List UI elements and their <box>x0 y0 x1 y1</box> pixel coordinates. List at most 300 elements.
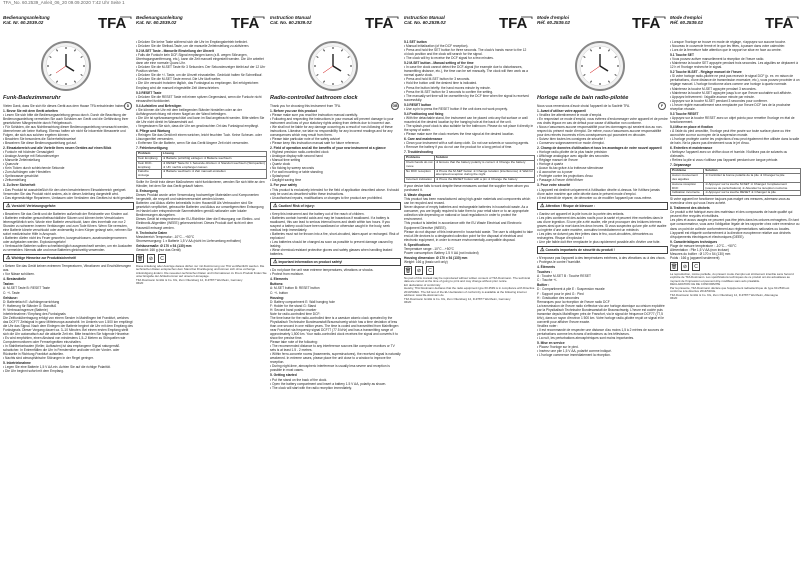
column-header <box>670 14 801 38</box>
text-line: • Keep this instrument and the battery out of the reach of children. <box>270 211 365 216</box>
table-cell: Clock hands do not move <box>406 160 433 168</box>
text-line: • Reinigen Sie das Gerät mit einem weichen, leicht feuchten Tuch. Keine Scheuer- oder Lösungsmittel verwenden. <box>136 133 262 142</box>
table-cell: Problème <box>671 169 704 174</box>
manual-label: Bedienungsanleitung <box>3 15 50 20</box>
battery-disposal-icon: ⊘ <box>416 267 422 274</box>
text-line: TFA Dostmann GmbH & Co. KG, Zum Ottersberg 12, D-97877 Wertheim, Allemagne <box>670 292 779 297</box>
svg-text:TFA: TFA <box>365 15 394 30</box>
text-line: TFA Dostmann GmbH & Co. KG, Zum Ottersberg 12, D-97877 Wertheim, Germany <box>404 296 511 301</box>
text-line: • Press the button briefly: the hand moves minute by minute. <box>404 85 491 90</box>
manual-body <box>537 104 668 200</box>
manual-body-rest <box>670 197 801 260</box>
tfa-logo-icon <box>632 14 666 30</box>
text-line: 4. Éléments <box>537 265 556 270</box>
text-line: • Do not place the unit near extreme temperatures, vibrations or shocks. <box>270 268 374 273</box>
text-line: 2. Field of operation and all the benefits of your new instrument at a glance <box>270 146 386 151</box>
text-line: 4. Bestandteile <box>3 277 26 282</box>
text-line: 9. Specifications <box>404 242 430 247</box>
text-line: • Press the M-SET button for 3 seconds to confirm the setting. <box>404 89 494 94</box>
text-line: Inbetriebnahme / Empfang des Funksignals <box>3 311 66 316</box>
text-line: D: Batteriefach E: Aufhängevorrichtung <box>3 299 60 304</box>
table-cell: Kein Empfang <box>137 157 162 162</box>
text-line: • Funkuhr mit höchster Genauigkeit <box>3 150 54 155</box>
text-line: • Spritzwasser geschützt <box>3 174 39 179</box>
table-cell: ➜ Press the M-SET button ➜ Change location (interference) ➜ Wait for attempted reception during the night <box>435 168 533 177</box>
text-line: L'appareil est étiqueté conformément à la directive européenne relative aux déchets d'équipements électriques et électroniques (DEEE). <box>670 230 791 239</box>
manual-label: Instruction Manual <box>404 15 445 20</box>
text-line: • Following and respecting the instructions in your manual will prevent damage to your instrument and loss of your statutory rights arising from defects due to incorrect use. <box>270 116 394 125</box>
text-line: • Kein Ticken durch schleichende Sekunde <box>3 166 65 171</box>
text-line: • Vous pouvez activer manuellement la réception de l'heure radio. <box>670 57 765 62</box>
text-line: • Il est interdit de réparer, de démonter ou de modifier l'appareil par vous-même. <box>537 195 653 200</box>
text-line: • Maintenez la touche SET appuyée pendant trois secondes. Les aiguilles se déplacent à 12 h et l'horloge recherche le signal. <box>670 61 798 70</box>
text-line: Stromversorgung: 1 x Batterie 1,5 V AA (nicht im Lieferumfang enthalten) <box>136 238 241 243</box>
language-flag: D <box>124 102 132 110</box>
manual-column <box>670 14 801 582</box>
table-cell: ➜ Batterie wechseln ➜ Zeit manuell einstellen <box>161 170 266 179</box>
text-line: Batterien und Akkus dürfen keinesfalls in den Hausmüll! Als Verbraucher sind Sie gesetzlich verpflichtet, gebrauchte Batterien und Akkus zur umweltgerechten Entsorgung im Handel oder entsprechende Sammelstellen gemäß nationaler oder lokaler Bestimmungen abzugeben. <box>136 201 264 218</box>
text-line: • Manual time setting <box>270 158 301 163</box>
text-line: • Aucun tic-tac grâce à la trotteuse silencieuse <box>537 166 604 171</box>
text-line: Veuillez noter : <box>537 323 559 328</box>
text-line: Si votre appareil ne fonctionne toujours pas malgré ces mesures, adressez-vous au revendeur chez qui vous l'avez acheté. <box>670 197 791 206</box>
table-row <box>405 178 535 183</box>
text-line: • Die Uhr ist spritzwassergeschützt und kann im Bad angebracht werden. Bitte stellen Sie die Uhr nicht direkt im Wasserstrahl auf. <box>136 115 265 124</box>
manual-column <box>3 14 134 582</box>
important-title: Conseils importants de sécurité du produit ! <box>545 248 615 253</box>
text-line: 5.2 Touche M-SET - Réglage manuel de l'heure <box>670 70 742 75</box>
article-number: Kat. Nr. 60.2539.02 <box>136 20 177 26</box>
svg-text:TFA: TFA <box>98 15 127 30</box>
text-line: 1. Before you use this product <box>270 108 317 113</box>
text-line: D: Battery compartment E: Wall hanging hole <box>270 299 335 304</box>
text-line: 9. Caractéristiques techniques <box>670 239 718 244</box>
table-cell: Incorrect indication <box>405 178 435 183</box>
warning-icon: ⚠ <box>540 247 545 254</box>
text-line: • Press and hold the SET button for three seconds. The clock's hands move to the 12 o'clock position and the clock will search for the signal. <box>404 48 527 57</box>
manual-body <box>670 40 801 167</box>
column-header <box>3 14 134 38</box>
important-title: Wichtige Hinweise zur Produktsicherheit! <box>11 256 77 261</box>
text-line: C : Touche +/- <box>537 278 558 283</box>
text-line: • For wall mounting or table standing <box>270 170 323 175</box>
table-cell: Kein DCF-Empfang <box>137 161 162 170</box>
text-line: • Horloge à quartz <box>537 162 564 167</box>
text-line: F : Support pour le pied G : Pied <box>537 291 584 296</box>
text-line: 8. Entsorgung <box>136 189 158 194</box>
text-line: • Nachts sind atmosphärische Störungen in der Regel geringer. <box>3 356 94 361</box>
table-cell: Solution <box>704 169 801 174</box>
text-line: • Splashproof <box>270 174 290 179</box>
important-box <box>537 246 668 254</box>
table-row <box>671 191 801 196</box>
text-line: Housing: <box>270 295 285 300</box>
text-line: TFA Dostmann GmbH & Co. KG, Zum Ottersberg 12, D-97877 Wertheim, Germany <box>136 277 243 282</box>
text-line: Messbereich Temperatur: -10°C…+50°C <box>136 234 195 239</box>
text-line: DÉCLARATION UE DE CONFORMITÉ <box>670 282 721 287</box>
text-line: A: M-SET Taste B: RESET Taste <box>3 286 50 291</box>
text-line: • Nous n'assumons aucune responsabilité pour les dommages qui seraient dus au non-respect du présent mode d'emploi. De même, nous n'assumons aucune responsabilité pour des relevés incorrects et les conséquences qui pourraient en découler. <box>537 124 663 137</box>
table-cell: Problem <box>137 152 162 157</box>
warning-text <box>270 212 401 257</box>
warning-title: Attention ! Risque de blessure : <box>545 203 596 208</box>
battery-disposal-icon: ⊘ <box>148 255 154 262</box>
text-line: • During night-time, atmospheric interference is usually less severe and reception is possible in most cases. <box>270 364 390 373</box>
manual-body-rest <box>270 268 401 389</box>
warning-icon: ⚠ <box>6 202 11 209</box>
table-cell: ➜ Batterie polrichtig einlegen ➜ Batterie wechseln <box>161 157 266 162</box>
text-line: 5.4 Aufstellen und Befestigen <box>136 103 182 108</box>
tfa-logo-icon <box>765 14 799 30</box>
table-cell: Aucune réception DCF <box>671 182 704 191</box>
ce-mark-icon: C <box>158 254 166 263</box>
text-line: • Appuyez brièvement : l'aiguille avance minute par minute. <box>670 94 755 99</box>
table-cell: Lösung <box>161 152 266 157</box>
text-line: 5. Getting started <box>270 373 297 378</box>
weee-bin-icon: 🗑 <box>137 255 144 262</box>
text-line: 9. Technische Daten <box>136 230 168 235</box>
svg-text:TFA: TFA <box>499 15 528 30</box>
column-header <box>537 14 668 38</box>
text-line: La reproduction, même partielle, du présent mode d'emploi est strictement interdite sans l'accord explicite de TFA Dostmann. Les spécifications techniques de ce produit ont été actualisées au moment de l'impression et peuvent être modifiées sans avis préalable. <box>670 271 794 283</box>
text-line: • L'heure réglée manuellement sera remplacée par l'heure DCF lors de la prochaine réception réussie. <box>670 102 791 111</box>
text-line: Dieses Produkt wurde unter Verwendung hochwertiger Materialien und Komponenten hergestellt, die recycelt und wiederverwendet werden können. <box>136 193 259 202</box>
text-line: • Protégée contre les projections d'eau <box>537 174 593 179</box>
text-line: • Maintenez la touche M-SET appuyée pendant 3 secondes. <box>670 86 757 91</box>
column-header <box>404 14 535 38</box>
text-line: 7. Fehlerbeseitigung <box>136 146 168 151</box>
text-line: • Open the battery compartment and insert a battery 1.5 V AA, polarity as shown. <box>270 381 387 386</box>
text-line: 5.2 M-SET button - Manual setting of the time <box>404 61 474 66</box>
table-cell: ➜ Ensure that the battery polarity is correct ➜ Change the battery <box>434 161 534 170</box>
text-line: 5.4 Positioning and fixing <box>404 111 444 116</box>
text-line: • Réglage manuel de l'heure <box>537 158 578 163</box>
table-cell: ➜ RESET Taste für 1 Sekunde drücken ➜ Standort wechseln (Störquellen) ➜ Uhr nachts empfangen lassen <box>162 160 265 169</box>
manual-column <box>136 14 267 582</box>
warning-icon: ⚠ <box>6 255 11 262</box>
text-line: Die Zeitfunkübertragung erfolgt von einem Sender in Mainflingen bei Frankfurt, welches das DCF77 Zeitsignal in ganz Mitteleuropa ausstrahlt. Im Umkreis von 1.500 km empfängt die Uhr das Signal. Nach dem Einlegen der Batterie beginnt die Uhr mit dem Empfang des Funksignals. Dieser Vorgang dauert ca. 3–10 Minuten. Bei einem ersten Empfang stellt sich die Uhr automatisch auf die aktuelle Zeit ein. Bitte beachten Sie folgende Hinweise: <box>3 315 133 336</box>
text-line: • Put the stand on the back of the clock. <box>270 377 328 382</box>
table-row <box>671 174 801 183</box>
battery-disposal-icon: ⊘ <box>682 263 688 270</box>
text-line: 3. Pour votre sécurité <box>537 183 571 188</box>
text-line: • The clock will start with the radio reception immediately. <box>270 385 352 390</box>
print-header: TFA_No. 60.2539_Anleit_06_20 09.09.2020 7:42 Uhr Seite 1 <box>3 0 125 5</box>
text-line: • No ticking by sweep seconds <box>270 166 314 171</box>
text-line: • Quartz clock <box>270 162 291 167</box>
text-line: Ce produit a été fabriqué avec des matériaux et des composants de haute qualité qui peuvent être recyclés et réutilisés. <box>670 210 793 219</box>
table-row <box>137 170 267 179</box>
text-line: • En respectant ce mode d'emploi, vous éviterez d'endommager votre appareil et de perdre vos droits légaux en cas de défaut pour cause d'utilisation non conforme. <box>537 116 668 125</box>
text-line: 6. Entretien et maintenance <box>670 146 713 151</box>
text-line: This product is labelled in accordance with the EU Waste Electrical and Electronic Equipment Directive (WEEE). <box>404 221 522 230</box>
article-number: Réf. 60.2539.02 <box>670 20 703 26</box>
article-number: Cat. No. 60.2539.02 <box>404 20 446 26</box>
text-line: • Drücken Sie keine Taste während sich die Uhr im Empfangsbetrieb befindet. <box>136 40 248 44</box>
text-line: • Das eigenmächtige Reparieren, Umbauen oder Verändern des Gerätes ist nicht gestattet. <box>3 195 134 200</box>
text-line: • Une pile faible doit être remplacée le plus rapidement possible afin d'éviter une fuite. <box>537 240 661 245</box>
text-line: • Für Schäden, die aus Nichtbeachtung dieser Bedienungsanleitung verursacht werden, übernehmen wir keine Haftung. Ebenso haften wir nicht für inkorrekte Messwerte und Folgen, die sich aus solchen ergeben können. <box>3 124 129 137</box>
text-line: • Manual initialization (of the DCF reception). <box>404 44 469 49</box>
warning-title: Vorsicht! Verletzungsgefahr: <box>11 203 57 208</box>
text-line: • The clock will try to receive the DCF signal for a few minutes. <box>404 56 494 61</box>
text-line: • La nuit, les perturbations atmosphériques sont moins importantes. <box>537 336 635 341</box>
text-line: • Affichage analogique avec aiguille des secondes <box>537 154 609 159</box>
warning-icon: ⚠ <box>273 202 278 209</box>
text-line: 2. Champ de données d'utilisation et tous les avantages de votre nouvel appareil <box>537 146 662 151</box>
ce-mark-icon: C <box>692 262 700 271</box>
text-line: Gehäuse: <box>3 295 18 300</box>
article-number: Cat. No. 60.2539.02 <box>270 20 312 26</box>
text-line: • Gardez cet appareil et la pile hors de la portée des enfants. <box>537 211 625 216</box>
text-line: • Press and hold M-SET button for 3 seconds. <box>404 77 470 82</box>
text-line: • Wear chemical-resistant protective gloves and safety glasses when handling leaked batteries. <box>270 248 393 257</box>
text-line: Power consumption: Battery 1.5 V AA (not included) <box>404 250 479 255</box>
text-line: Thank you for choosing this instrument from TFA. <box>270 103 341 108</box>
manual-body-rest <box>404 184 535 264</box>
text-line: • The manually set time will be overwritten by the DCF time when the signal is received successfully. <box>404 93 529 102</box>
text-line: • This product is exclusively intended for the field of application described above. It should only be used as described within these instructions. <box>270 187 399 196</box>
important-box <box>270 258 401 266</box>
text-line: • Daylight saving time <box>270 178 302 183</box>
text-line: • Setzen Sie das Gerät keinen extremen Temperaturen, Vibrationen und Erschütterungen aus. <box>3 264 132 273</box>
text-line: La transmission de l'heure radio s'effectue via une horloge atomique au césium exploitée par la Physikalisch Technische Bundesanstalt de Braunschweig. L'heure est codée puis transmise depuis Mainflingen près de Francfort, via le signal de fréquence DCF77 (77,5 kHz), dans un rayon d'environ 1 500 km. Votre horloge radio-pilotée reçoit ce signal et le convertit pour afficher l'heure exacte. <box>537 303 665 324</box>
article-number: Kat. Nr. 60.2539.02 <box>3 20 44 26</box>
text-line: 5.3 RESET button <box>404 102 432 107</box>
text-line: • Hold the button until the desired time is indicated. <box>404 81 478 86</box>
footer-legal <box>136 265 267 286</box>
table-cell: Solution <box>434 156 534 161</box>
product-clock-image <box>537 38 668 94</box>
manual-body-rest <box>3 264 134 373</box>
manual-body <box>136 40 267 150</box>
text-line: Gewicht: 166 g (nur das Gerät) <box>136 247 181 252</box>
text-line: • Falls die Funkuhr kein DCF-Signal empfangen kann (z.B. wegen Störungen, Übertragungsentfernung, etc.), kann die Zeit manuell eingestellt werden. Die Uhr arbeitet dann wie eine normale Quarz-Uhr. <box>136 53 264 66</box>
text-line: 5.1 SET button <box>404 40 427 44</box>
manual-body-rest <box>537 256 668 357</box>
column-header <box>136 14 267 38</box>
text-line: • L'appareil est destiné uniquement à l'utilisation décrite ci-dessus. Ne l'utilisez jamais d'une autre manière que celle décrite dans le présent mode d'emploi. <box>537 187 660 196</box>
text-line: • L'horloge commence immédiatement la réception. <box>537 353 611 358</box>
troubleshooting-table <box>136 151 267 179</box>
text-line: A: M-SET button B: RESET button <box>270 286 320 291</box>
disposal-icons <box>670 262 801 271</box>
disposal-icons <box>404 266 535 275</box>
manual-label: Bedienungsanleitung <box>136 15 183 20</box>
text-line: Tasten: <box>3 282 15 287</box>
text-line: 6. Care and maintenance <box>404 137 443 142</box>
text-line: F: Holder for the stand G: Stand <box>270 303 317 308</box>
text-line: • Protégez-le contre l'humidité. <box>537 260 582 265</box>
text-line: 8. Traitement des déchets <box>670 206 710 211</box>
table-row <box>405 161 535 170</box>
text-line: • The recommended distance to any interference sources like computer monitors or TV sets is at least 1.5 - 2 metres. <box>270 344 395 353</box>
manual-column <box>270 14 401 582</box>
text-line: This product has been manufactured using high-grade materials and components which can be recycled and reused. <box>404 197 531 206</box>
text-line: • Unauthorised repairs, modifications or changes to the product are prohibited. <box>270 195 383 200</box>
weee-bin-icon: 🗑 <box>405 267 412 274</box>
disposal-icons <box>136 254 267 263</box>
text-line: Alimentation : Pile 1,5 V AA (non incluse) <box>670 247 729 252</box>
text-line: • We shall not be liable for any damage occurring as a result of non-following of these instructions. Likewise, we take no responsibility for any incorrect readings and for any consequences which may result from them. <box>270 124 393 137</box>
text-line: • Horloge radio-pilotée de la plus haute précision <box>537 150 607 155</box>
text-line: • Zum Aufhängen oder Hinstellen <box>3 170 51 175</box>
text-line: No part of this manual may be reproduced without written consent of TFA Dostmann. The technical data are correct at the time of going to print and may change without prior notice. <box>404 275 531 284</box>
text-line: • Appuyez sur la touche RESET avec un objet pointu pour remettre l'horloge en état de fonctionnement. <box>670 115 795 124</box>
text-line: • The splash-proof clock is also suitable for the bathroom. Please do not place it directly in the spray of water. <box>404 123 534 132</box>
text-line: • Analogue display with second hand <box>270 154 323 159</box>
manual-body <box>404 40 535 154</box>
text-line: • Batteries must not be thrown into a fire, short-circuited, taken apart or recharged. Risk of explosion! <box>270 231 400 240</box>
text-line: • Quarzuhr <box>3 162 19 167</box>
text-line: Please do not dispose of this instrument in household waste. The user is obligated to take end-of-life devices to a designated collection point for the disposal of electrical and electronic equipment, in order to ensure environmentally-compatible disposal. <box>404 229 533 242</box>
table-cell: No DCF reception <box>405 169 435 178</box>
text-line: 7. Dépannage <box>670 163 692 168</box>
article-number: Réf. 60.2539.02 <box>537 20 570 26</box>
footer-legal <box>404 277 535 305</box>
ce-mark-icon: C <box>426 266 434 275</box>
text-line: • Vor Nässe schützen. <box>3 272 35 277</box>
text-line: • Batteries contain harmful acids and may be hazardous if swallowed. If a battery is swallowed, this can lead to serious internal burns and death within two hours. If you suspect a battery could have been swallowed or otherwise caught in the body, seek medical help immediately. <box>270 215 390 232</box>
weee-bin-icon: 🗑 <box>671 263 678 270</box>
table-cell: ➜ Press the RESET button with a pin ➜ Change the battery <box>434 178 534 183</box>
text-line: C: +/- button <box>270 290 288 295</box>
text-line: 3. Zu Ihrer Sicherheit <box>3 183 36 188</box>
text-line: • Drücken Sie die M-SET Taste erneut. Die Uhr läuft weiter. <box>136 77 221 82</box>
text-line: A : Touche M-SET B : Touche RESET <box>537 274 592 279</box>
product-title: Horloge salle de bain radio-pilotée <box>537 95 629 101</box>
text-line: • Entfernen Sie die Batterie, wenn Sie das Gerät längere Zeit nicht verwenden. <box>136 141 249 146</box>
text-line: 6. Pflege und Wartung <box>136 128 171 133</box>
svg-text:TFA: TFA <box>765 15 794 30</box>
text-line: 5.1 Touche SET <box>670 53 694 58</box>
text-line: Les piles et accus usagés ne peuvent pas être jetés dans les ordures ménagères. En tant que consommateur, vous avez l'obligation légale de les rapporter chez votre revendeur ou dans un point de collecte conformément aux réglementations nationales ou locales. <box>670 218 800 231</box>
text-line: • Sie können die Uhr mit dem beiliegenden Ständer hinstellen oder an der Aufhängevorrichtung mit einem Nagel an der Wand befestigen. <box>136 107 242 116</box>
text-line: • In Stahlbetonbauten (Keller, Aufbauten) ist das empfangene Signal naturgemäß schwächer. In Extremfällen die Uhr in Fensternähe und/oder mit der Vorder- oder Rückseite in Richtung Frankfurt aufstellen. <box>3 344 120 357</box>
text-line: Gehäusemaße: Ø 170 x 54 (130) mm <box>136 243 192 248</box>
text-line: • Bewahren Sie das Gerät und die Batterien außerhalb der Reichweite von Kindern auf. <box>3 211 129 216</box>
text-line: 1. Avant d'utiliser votre appareil <box>537 108 586 113</box>
product-title: Radio-controlled bathroom clock <box>270 95 358 101</box>
text-line: • Les piles ne doivent pas être jetées dans le feu, court-circuitées, démontées ou rechargées. Risque d'explosion ! <box>537 231 654 240</box>
text-line: Boîtier : <box>537 283 550 288</box>
text-line: H : Graduation des secondes <box>537 295 580 300</box>
text-line: F: Halterung für Ständer G: Standfuß <box>3 303 57 308</box>
text-line: • Low batteries should be changed as soon as possible to prevent damage caused by leaking. <box>270 240 393 249</box>
manual-label: Mode d'emploi <box>537 15 569 20</box>
text-line: 06/20 <box>136 281 144 286</box>
important-title: Important information on product safety! <box>278 260 343 265</box>
table-cell: Falsche Anzeige <box>137 170 162 179</box>
text-line: • Lors de la fermeture faite attention que le rapport se situe en face au centre. <box>670 48 782 53</box>
text-line: 5.2 M-SET Taste - Manuelle Einstellung der Uhrzeit <box>136 49 214 54</box>
text-line: • With the detachable stand, the instrument can be placed onto any flat surface or wall mounted at the desired location by the hanging hole at the back of the unit. <box>404 115 528 124</box>
text-line: • In case the clock cannot detect the DCF-signal (for example due to disturbances, transmitting distance, etc.), the time can be set manually. The clock will then work as a normal quartz clock. <box>404 65 528 78</box>
warning-box <box>270 202 401 210</box>
manual-column <box>537 14 668 582</box>
text-line: D : Compartiment à pile E : Suspension murale <box>537 287 605 292</box>
text-line: • Beachten Sie besonders die Sicherheitshinweise! <box>3 136 77 141</box>
text-line: 5.3 RESET Taste <box>136 90 162 95</box>
text-line: The time base for the radio-controlled time is a caesium atomic clock operated by the Physikalisch Technische Bundesanstalt Braunschweig which has a time deviation of less than one second in one million years. The time is coded and transmitted from Mainflingen near Frankfurt via frequency signal DCF77 (77.5 kHz) and has a transmitting range of approximately 1,500 km. Your radio-controlled clock receives the signal and converts it to show the precise time. <box>270 315 399 341</box>
text-line: • Suivez bien toutes les consignes de sécurité ! <box>537 136 605 141</box>
text-line: • Conservez soigneusement ce mode d'emploi. <box>537 141 605 146</box>
text-line: EU declaration of conformity <box>404 282 441 287</box>
warning-box <box>3 202 134 210</box>
product-clock-image <box>270 38 401 94</box>
text-line: • Protect from moisture. <box>270 272 305 277</box>
text-line: • Drücken Sie die M-SET Taste für 3 Sekunden. Der Sekundenzeiger bleibt auf der 12 Uhr Position stehen. <box>136 65 266 74</box>
text-line: • Clean your instrument with a soft damp cloth. Do not use solvents or scouring agents. <box>404 141 530 146</box>
text-line: Buttons: <box>270 282 284 287</box>
text-line: • Das Produkt ist ausschließlich für den oben beschriebenen Einsatzbereich geeignet. Verwenden Sie das Produkt nicht anders, als in dieser Anleitung dargestellt wird. <box>3 187 127 196</box>
table-cell: ➜ Contrôlez la bonne polarité de la pile ➜ Changez la pile <box>704 174 801 183</box>
text-line: Touches : <box>537 270 553 275</box>
text-line: • Please make sure the clock receives the time signal at the desired location. <box>404 132 515 137</box>
text-line: 4. Elements <box>270 277 289 282</box>
table-cell: Aucun mouvement des aiguilles <box>671 174 704 183</box>
text-line: • À accrocher ou à poser <box>537 170 573 175</box>
text-line: 06/20 <box>404 300 412 305</box>
manual-label: Instruction Manual <box>270 15 311 20</box>
table-cell: ➜ Appuyez sur la touche RESET ➜ Changez la pile <box>704 191 801 196</box>
text-line: • Verbrauchte Batterien sollten schnellstmöglich ausgewechselt werden, um ein Auslaufen zu vermeiden. Niemals alte und neue Batterien gleichzeitig verwenden. <box>3 244 133 253</box>
product-clock-image <box>3 38 134 94</box>
text-line: • N'exposez pas l'appareil à des températures extrêmes, à des vibrations ou à des chocs. <box>537 256 666 261</box>
text-line: 3. For your safety <box>270 183 298 188</box>
text-line: H: Verbrauchsgrenze (Batterie) <box>3 307 48 312</box>
text-line: Plage de mesure température : -10°C…+50°C <box>670 243 737 248</box>
text-line: Note for radio-controlled time DCF: <box>270 311 321 316</box>
text-line: • Lesen Sie sich bitte die Bedienungsanleitung genau durch. Durch die Beachtung der Bedienungsanleitung vermeiden Sie auch Schäden am Gerät und die Gefährdung Ihrer gesetzlichen Mängelrechte durch Fehlgebrauch. <box>3 112 129 125</box>
text-line: • Nouveau le couvercle fermé et le que les fêtes, à passer dans votre calendrier. <box>670 44 786 49</box>
text-line: • Veuillez lire attentivement le mode d'emploi. <box>537 112 603 117</box>
tfa-logo-icon <box>98 14 132 30</box>
text-line: Please take note of the following: <box>270 340 318 345</box>
language-flag: GB <box>392 104 398 108</box>
warning-icon: ⚠ <box>540 202 545 209</box>
text-line: Diese Anleitung oder Auszüge daraus dürfen nur mit Zustimmung von TFA veröffentlicht werden. Die technischen Daten entsprechen dem Stand bei Drucklegung und können sich ohne vorherige Ankündigung ändern. Die neuesten technischen Daten und Informationen zu Ihrem Produkt finden Sie unter Eingabe der Artikelnummer auf unserer Homepage. <box>136 263 267 279</box>
warning-title: Caution! Risk of injury: <box>278 203 315 208</box>
warning-box <box>537 202 668 210</box>
text-line: C: +/- Taste <box>3 290 20 295</box>
text-line: Vielen Dank, dass Sie sich für dieses Gerät aus dem Hause TFA entschieden haben. <box>3 103 126 108</box>
text-line: Nous vous remercions d'avoir choisi l'appareil de la Société TFA. <box>537 103 631 108</box>
column-header <box>270 14 401 38</box>
text-line: Never dispose of empty batteries and rechargeable batteries in household waste. As a consumer, you are legally required to take them to your retail store or to an appropriate collection site depending on national or local regulations in order to protect the environment. <box>404 205 529 222</box>
text-line: • Drücken Sie die Stellrad-Taste, um die manuelle Zeiteinstellung zu aktivieren. <box>136 44 250 49</box>
text-line: • Les piles contiennent des acides nocifs pour la santé et peuvent être mortelles dans le cas d'une ingestion. Si une pile a été avalée, elle peut provoquer des brûlures internes graves ainsi que la mort dans les deux heures. Si vous suspectez qu'une pile a été avalée ou ingérée d'une autre manière, consultez immédiatement un médecin. <box>537 215 667 232</box>
text-line: • Legen Sie eine Batterie 1,5 V AA ein. Achten Sie auf die richtige Polarität. <box>3 365 111 370</box>
text-line: • Within ferro-concrete rooms (basements, superstructures), the received signal is naturally weakened. In extreme cases, please place the unit close to a window to improve the reception. <box>270 352 401 365</box>
text-line: • Es wird empfohlen, einen Abstand von mindestens 1,5–2 Metern zu Störquellen wie Computermonitoren oder Fernsehgeräten einzuhalten. <box>3 336 126 345</box>
text-line: • Maintenez la touche M-SET appuyée jusqu'à ce que l'heure souhaitée soit affichée. <box>670 90 792 95</box>
text-line: • Batterien dürfen nicht ins Feuer geworfen, kurzgeschlossen, auseinandergenommen oder aufgeladen werden. Explosionsgefahr! <box>3 236 127 245</box>
text-line: • Analoge Anzeige mit Sekundenzeiger <box>3 154 59 159</box>
text-line: Temperature range: -10°C…+50°C <box>404 246 455 251</box>
text-line: • Insérez une pile 1,5 V AA, polarité comme indiqué. <box>537 349 612 354</box>
text-line: • L'horloge protégée contre les projections d'eau peut également être utilisée dans la salle de bain. Ne la placez pas directement sous le jet d'eau. <box>670 137 800 146</box>
warning-icon: ⚠ <box>273 259 278 266</box>
text-line: Hereby, TFA Dostmann declares that the radio equipment type 60.2539 is in compliance with Directive 2014/53/EU. The full text of the EU declaration of conformity is available at the following internet address: www.tfa-dostmann.de <box>404 286 535 298</box>
text-line: 1. Bevor Sie mit dem Gerät arbeiten <box>3 108 58 113</box>
tfa-logo-icon <box>499 14 533 30</box>
text-line: • Drücken Sie die RESET Taste mit einem spitzen Gegenstand, wenn die Funkuhr nicht einwandfrei funktioniert. <box>136 94 262 103</box>
troubleshooting-table <box>404 155 535 183</box>
text-line: • Placez l'horloge sur le pied. <box>537 345 579 350</box>
svg-text:TFA: TFA <box>231 15 260 30</box>
text-line: 8. Waste disposal <box>404 193 432 198</box>
